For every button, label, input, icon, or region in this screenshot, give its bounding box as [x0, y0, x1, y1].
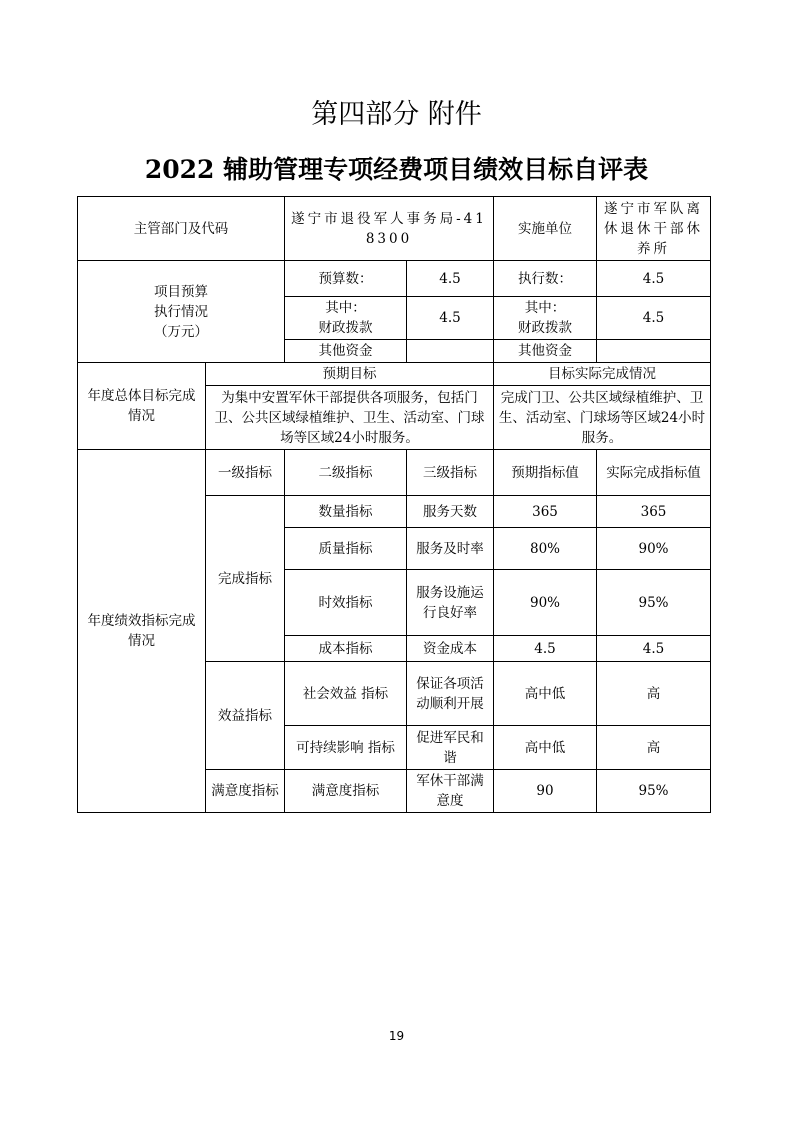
- actual-value-cell: 高: [597, 662, 711, 726]
- fiscal-executed: 4.5: [597, 297, 711, 340]
- page-number: 19: [388, 1029, 405, 1043]
- table-row: [78, 450, 711, 496]
- of-which-label: 其中：: [524, 300, 566, 316]
- budget-label-line: 执行情况: [154, 303, 208, 320]
- unit-value: 遂宁市军队离休退休干部休养所: [597, 197, 711, 261]
- budget-label: [78, 261, 285, 363]
- table-row: [78, 261, 711, 297]
- expected-value-cell: 90: [494, 770, 597, 813]
- overall-label: 年度总体目标完成情况: [78, 363, 206, 450]
- expected-target-text: 为集中安置军休干部提供各项服务，包括门卫、公共区域绿植维护、卫生、活动室、门球场等区域24小时服务。: [206, 386, 494, 450]
- actual-value-cell: 4.5: [597, 636, 711, 662]
- actual-target-text: 完成门卫、公共区域绿植维护、卫生、活动室、门球场等区域24小时服务。: [494, 386, 711, 450]
- benefit-indicator-label: 效益指标: [206, 662, 285, 770]
- fiscal-label: [285, 297, 407, 340]
- dept-value: 遂宁市退役军人事务局-418300: [285, 197, 494, 261]
- other-funds-label: 其他资金: [285, 340, 407, 363]
- expected-target-header: 预期目标: [206, 363, 494, 386]
- expected-value-cell: 90%: [494, 570, 597, 636]
- indicators-section-label: 年度绩效指标完成情况: [78, 450, 206, 813]
- level1-header: 一级指标: [206, 450, 285, 496]
- unit-label: 实施单位: [494, 197, 597, 261]
- other-funds-executed: [597, 340, 711, 363]
- budget-label-line: 项目预算: [154, 283, 208, 300]
- self-evaluation-table: [77, 196, 711, 813]
- fiscal-funds-label: 财政拨款: [518, 320, 573, 336]
- page-title: 第四部分 附件: [311, 99, 482, 130]
- actual-value-cell: 90%: [597, 528, 711, 570]
- actual-value-header: 实际完成指标值: [597, 450, 711, 496]
- completion-indicator-label: 完成指标: [206, 496, 285, 662]
- level3-cell: 资金成本: [407, 636, 494, 662]
- level3-cell: 保证各项活动顺利开展: [407, 662, 494, 726]
- actual-target-header: 目标实际完成情况: [494, 363, 711, 386]
- level3-cell: 军休干部满意度: [407, 770, 494, 813]
- expected-value-header: 预期指标值: [494, 450, 597, 496]
- level3-cell: 服务天数: [407, 496, 494, 528]
- level2-cell: 满意度指标: [285, 770, 407, 813]
- other-funds-planned: [407, 340, 494, 363]
- table-row: [78, 363, 711, 386]
- level2-cell: 数量指标: [285, 496, 407, 528]
- planned-value: 4.5: [407, 261, 494, 297]
- level3-cell: 促进军民和谐: [407, 726, 494, 770]
- level3-header: 三级指标: [407, 450, 494, 496]
- level2-cell: 可持续影响 指标: [285, 726, 407, 770]
- executed-label: 执行数：: [494, 261, 597, 297]
- executed-value: 4.5: [597, 261, 711, 297]
- table-row: [78, 197, 711, 261]
- actual-value-cell: 95%: [597, 570, 711, 636]
- level3-cell: 服务及时率: [407, 528, 494, 570]
- fiscal-planned: 4.5: [407, 297, 494, 340]
- expected-value-cell: 高中低: [494, 726, 597, 770]
- other-funds-label: 其他资金: [494, 340, 597, 363]
- planned-label: 预算数：: [285, 261, 407, 297]
- dept-label: 主管部门及代码: [78, 197, 285, 261]
- satisfaction-indicator-label: 满意度指标: [206, 770, 285, 813]
- level2-header: 二级指标: [285, 450, 407, 496]
- actual-value-cell: 365: [597, 496, 711, 528]
- expected-value-cell: 高中低: [494, 662, 597, 726]
- actual-value-cell: 高: [597, 726, 711, 770]
- expected-value-cell: 80%: [494, 528, 597, 570]
- fiscal-executed-label: [494, 297, 597, 340]
- expected-value-cell: 365: [494, 496, 597, 528]
- level2-cell: 时效指标: [285, 570, 407, 636]
- table-title: 2022 辅助管理专项经费项目绩效目标自评表: [144, 155, 649, 184]
- expected-value-cell: 4.5: [494, 636, 597, 662]
- level2-cell: 社会效益 指标: [285, 662, 407, 726]
- level3-cell: 服务设施运行良好率: [407, 570, 494, 636]
- fiscal-funds-label: 财政拨款: [318, 320, 373, 336]
- of-which-label: 其中：: [325, 300, 366, 316]
- level2-cell: 成本指标: [285, 636, 407, 662]
- level2-cell: 质量指标: [285, 528, 407, 570]
- actual-value-cell: 95%: [597, 770, 711, 813]
- budget-label-line: （万元）: [154, 323, 208, 340]
